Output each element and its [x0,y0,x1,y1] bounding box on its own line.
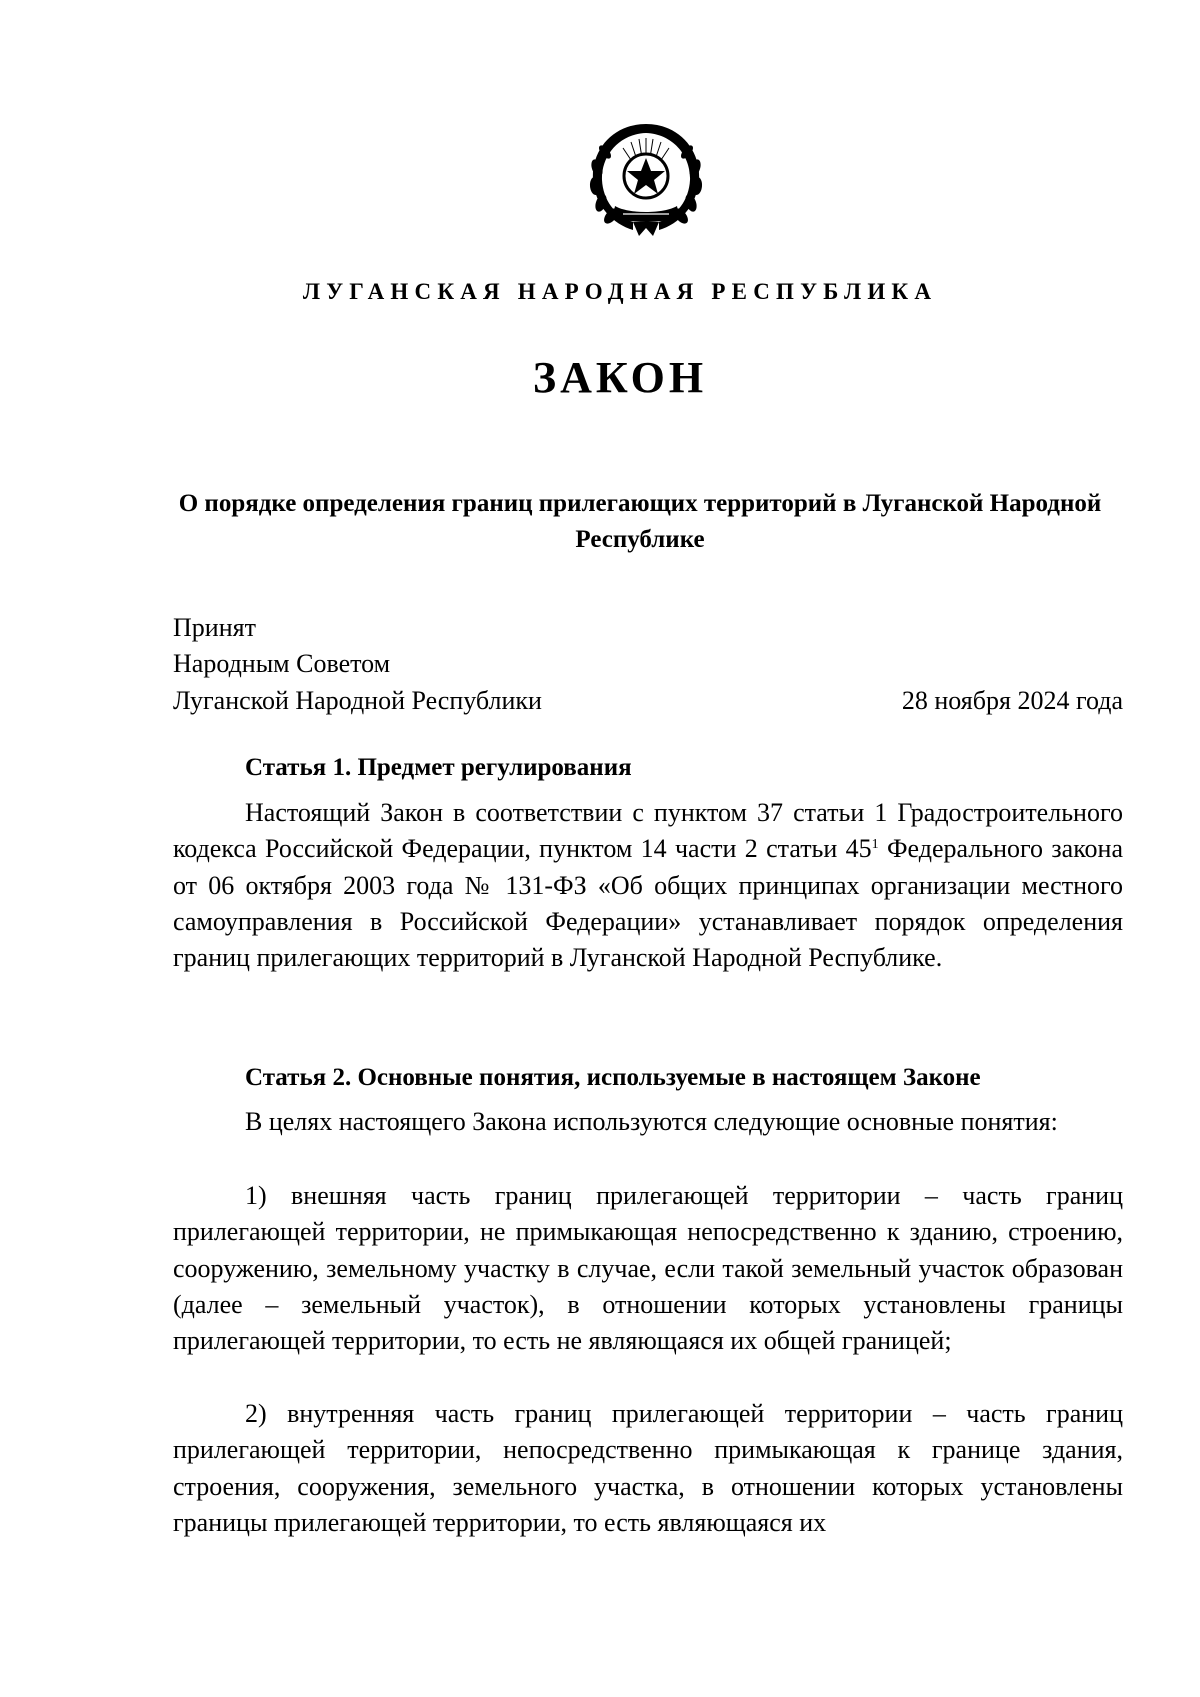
law-title: О порядке определения границ прилегающих территорий в Луганской Народной Республике [178,490,1102,553]
article-2-item-1: 1) внешняя часть границ прилегающей территории – часть границ прилегающей территории, не примыкающая непосредственно к зданию, строению, сооружению, земельному участку в случае, если такой земельный участок образован (далее – земельный участок), в отношении которых установлены границы прилегающей территории, то есть не являющаяся их общей границей; [173,1181,1123,1356]
adopted-line-2: Народным Советом [173,649,391,679]
article-2-heading: Статья 2. Основные понятия, используемые в настоящем Законе [245,1064,981,1091]
article-1-heading: Статья 1. Предмет регулирования [245,754,632,781]
article-2-item-2: 2) внутренняя часть границ прилегающей территории – часть границ прилегающей территории, непосредственно примыкающая к границе здания, строения, сооружения, земельного участка, в отношении которых установлены границы прилегающей территории, то есть являющаяся их [173,1399,1123,1537]
footnote-superscript: 1 [871,837,879,853]
article-1-paragraph [173,795,1123,976]
document-type-heading: ЗАКОН [532,353,708,402]
adopted-line-1: Принят [173,613,256,642]
article-1-text-part1: Настоящий Закон в соответствии с пунктом 37 статьи 1 Градостроительного кодекса Российской Федерации, пунктом 14 части 2 статьи 45 [173,798,1123,864]
adoption-block [173,610,1123,719]
coat-of-arms-emblem [583,118,709,240]
republic-name: ЛУГАНСКАЯ НАРОДНАЯ РЕСПУБЛИКА [302,279,938,304]
article-2-intro: В целях настоящего Закона используются следующие основные понятия: [245,1107,1058,1136]
adoption-date: 28 ноября 2024 года [901,685,1123,715]
article-1-text-part2: Федерального закона от 06 октября 2003 года № 131-ФЗ «Об общих принципах организации местного самоуправления в Российской Федерации» устанавливает порядок определения границ прилегающих территорий в Луганской Народной Республике. [173,834,1123,973]
adopted-line-3: Луганской Народной Республики [173,685,542,715]
